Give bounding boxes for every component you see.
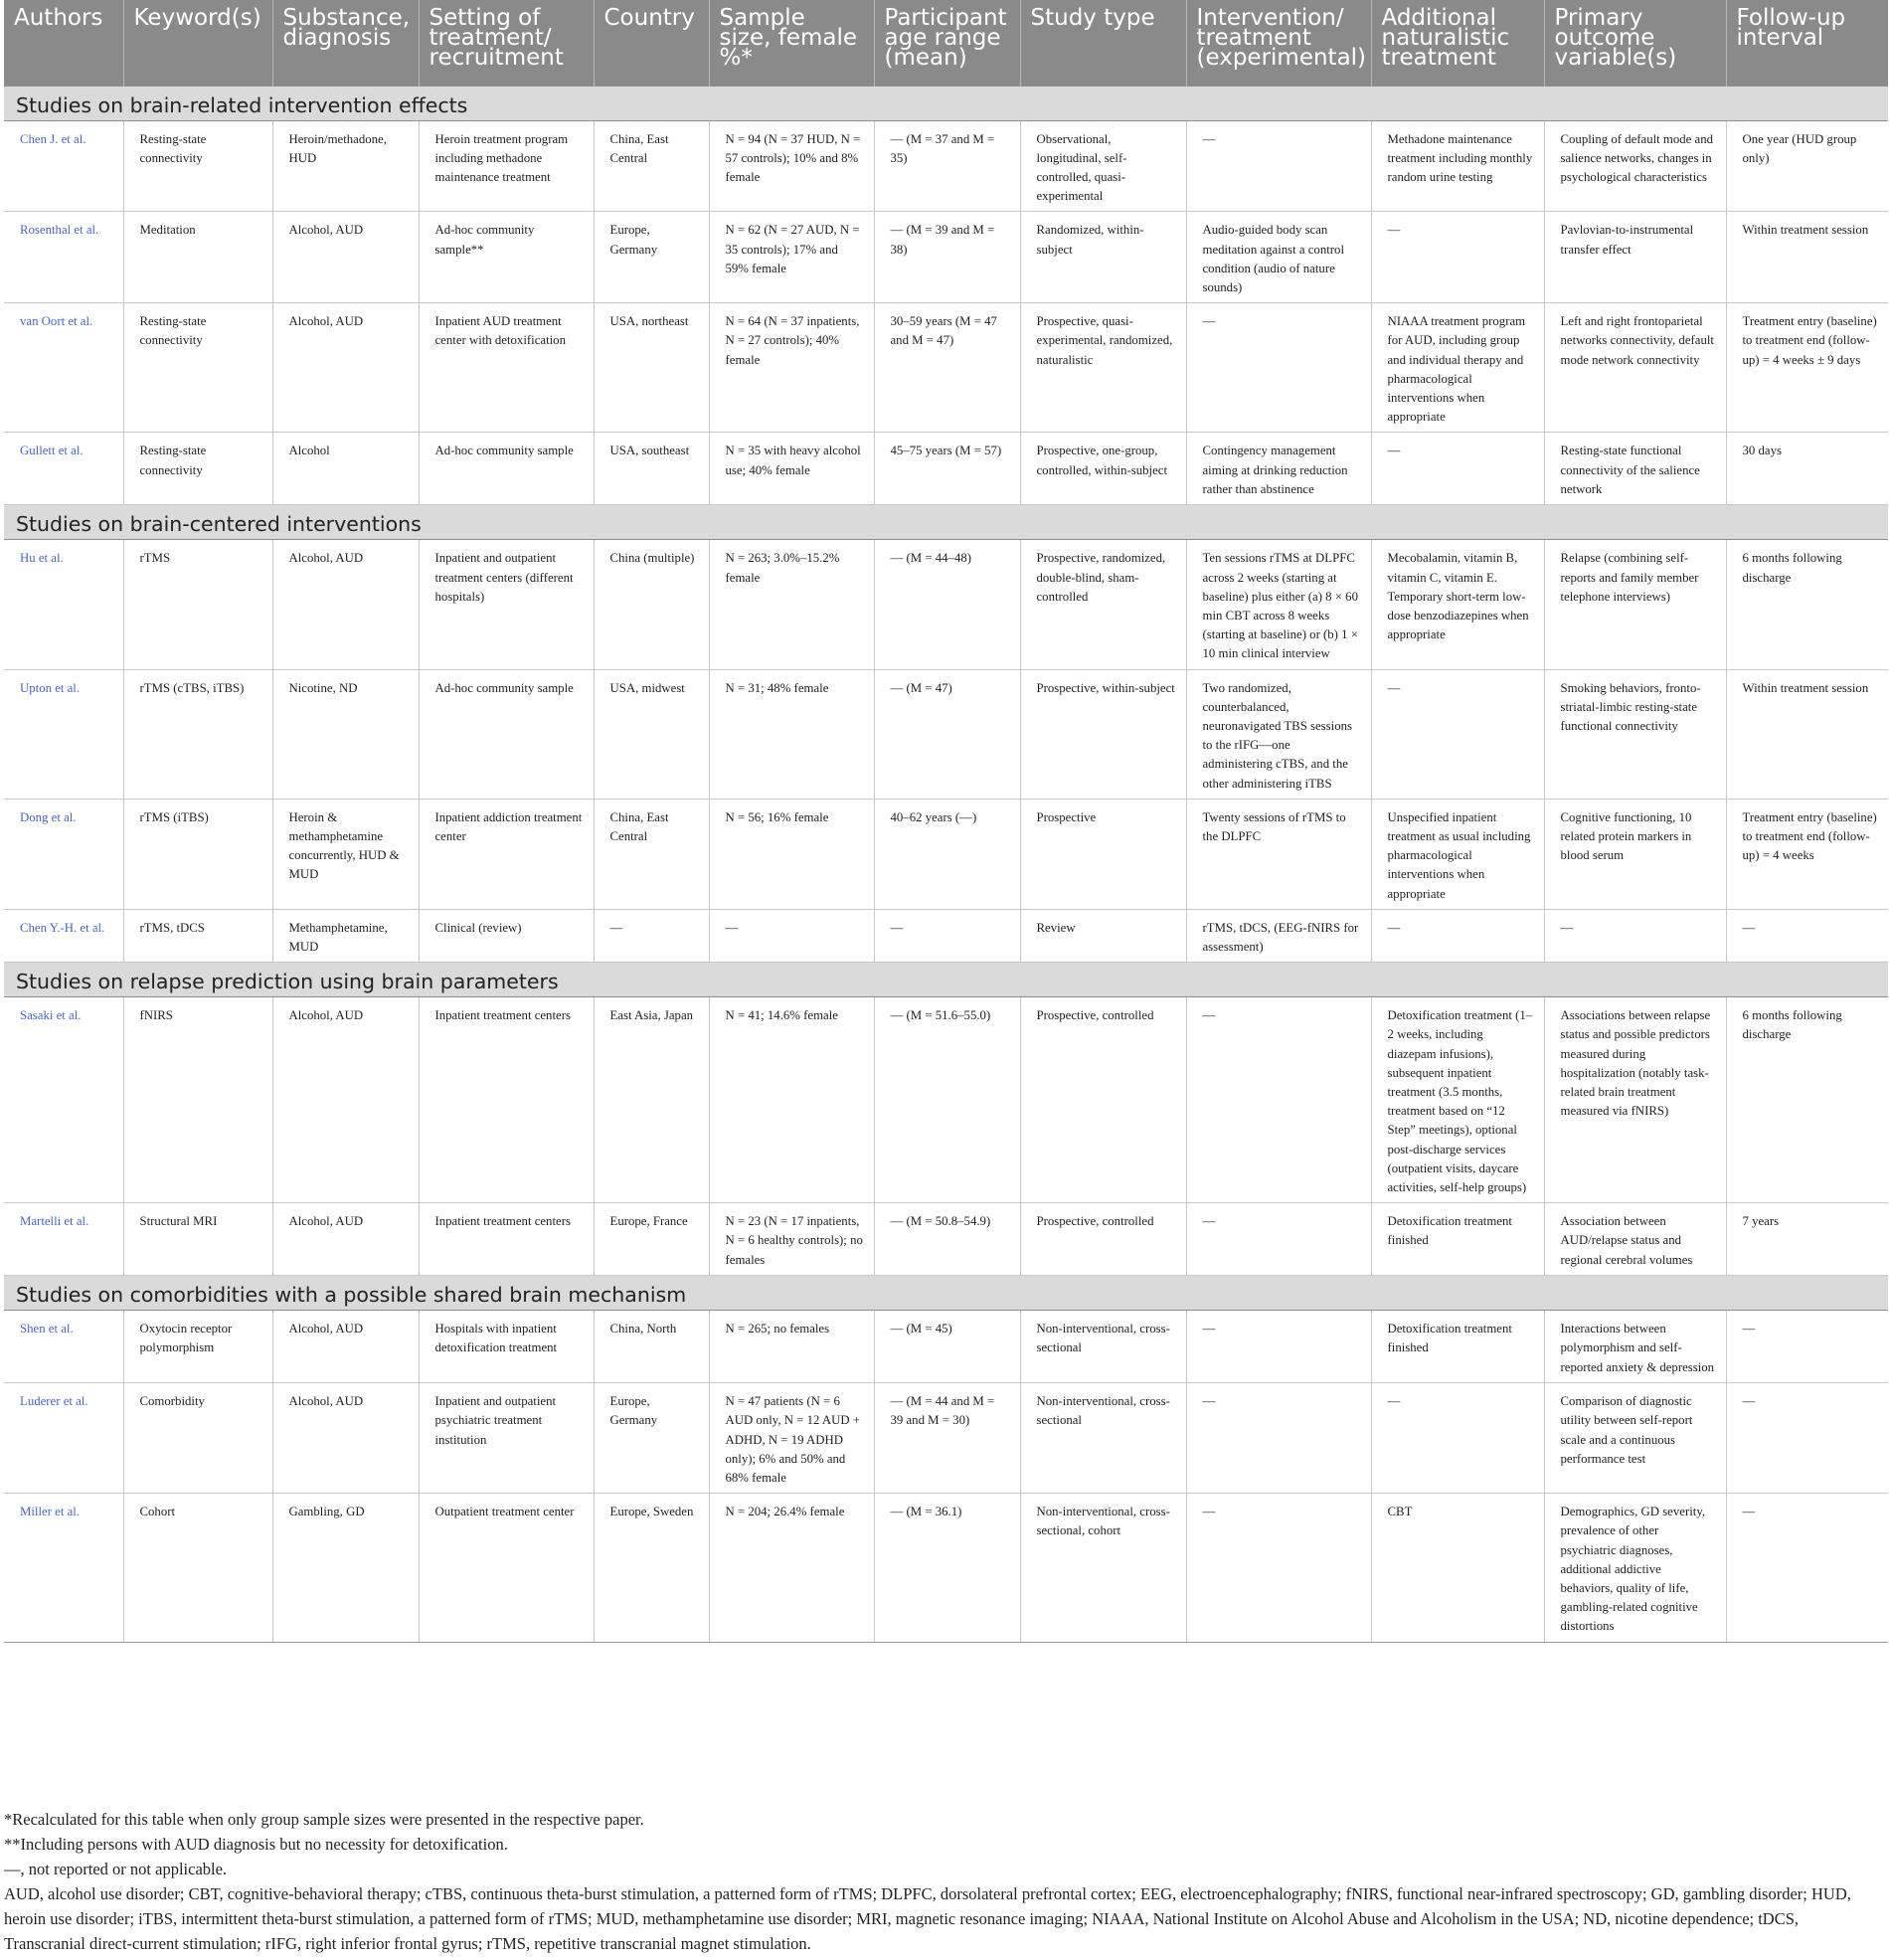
cell-authors[interactable]: Sasaki et al.: [4, 997, 123, 1203]
cell-substance: Alcohol, AUD: [272, 1383, 419, 1494]
cell-naturalistic-treatment: NIAAA treatment program for AUD, including group and individual therapy and pharmacological interventions when appropriate: [1371, 303, 1544, 433]
cell-keywords: Meditation: [123, 212, 272, 303]
cell-substance: Alcohol, AUD: [272, 212, 419, 303]
cell-country: Europe, Sweden: [594, 1494, 709, 1642]
cell-country: Europe, Germany: [594, 212, 709, 303]
table-row: [4, 212, 1888, 303]
cell-follow-up: 30 days: [1726, 433, 1888, 505]
cell-sample-size: —: [709, 909, 874, 962]
cell-outcome: Pavlovian-to-instrumental transfer effect: [1544, 212, 1726, 303]
cell-follow-up: Within treatment session: [1726, 669, 1888, 799]
cell-keywords: Resting-state connectivity: [123, 433, 272, 505]
cell-naturalistic-treatment: Unspecified inpatient treatment as usual including pharmacological interventions when appropriate: [1371, 799, 1544, 909]
cell-sample-size: N = 56; 16% female: [709, 799, 874, 909]
col-header-country: Country: [594, 0, 709, 86]
cell-naturalistic-treatment: —: [1371, 212, 1544, 303]
cell-setting: Inpatient treatment centers: [419, 1203, 594, 1276]
cell-country: USA, southeast: [594, 433, 709, 505]
cell-study-type: Non-interventional, cross-sectional: [1020, 1383, 1186, 1494]
cell-country: USA, midwest: [594, 669, 709, 799]
cell-setting: Ad-hoc community sample: [419, 669, 594, 799]
col-header-authors: Authors: [4, 0, 123, 86]
cell-intervention: rTMS, tDCS, (EEG-fNIRS for assessment): [1186, 909, 1371, 962]
cell-country: China (multiple): [594, 540, 709, 669]
cell-age-range: — (M = 45): [874, 1311, 1020, 1383]
cell-intervention: —: [1186, 1494, 1371, 1642]
cell-study-type: Prospective, controlled: [1020, 997, 1186, 1203]
cell-sample-size: N = 265; no females: [709, 1311, 874, 1383]
cell-age-range: — (M = 36.1): [874, 1494, 1020, 1642]
col-header-sample-size: Sample size, female %*: [709, 0, 874, 86]
cell-substance: Alcohol, AUD: [272, 1311, 419, 1383]
cell-age-range: — (M = 51.6–55.0): [874, 997, 1020, 1203]
cell-follow-up: 7 years: [1726, 1203, 1888, 1276]
cell-country: China, East Central: [594, 799, 709, 909]
cell-setting: Inpatient AUD treatment center with detoxification: [419, 303, 594, 433]
table-row: [4, 909, 1888, 962]
footnote-recalculated: *Recalculated for this table when only group sample sizes were presented in the respective paper.: [4, 1810, 644, 1829]
cell-authors[interactable]: Upton et al.: [4, 669, 123, 799]
cell-outcome: Association between AUD/relapse status and regional cerebral volumes: [1544, 1203, 1726, 1276]
cell-age-range: — (M = 44 and M = 39 and M = 30): [874, 1383, 1020, 1494]
section-title: Studies on comorbidities with a possible shared brain mechanism: [4, 1276, 1888, 1311]
cell-setting: Inpatient and outpatient treatment centers (different hospitals): [419, 540, 594, 669]
cell-authors[interactable]: Luderer et al.: [4, 1383, 123, 1494]
cell-authors[interactable]: Rosenthal et al.: [4, 212, 123, 303]
cell-age-range: 45–75 years (M = 57): [874, 433, 1020, 505]
table-row: [4, 1494, 1888, 1642]
cell-study-type: Non-interventional, cross-sectional: [1020, 1311, 1186, 1383]
cell-naturalistic-treatment: —: [1371, 433, 1544, 505]
cell-sample-size: N = 47 patients (N = 6 AUD only, N = 12 AUD + ADHD, N = 19 ADHD only); 6% and 50% and 68% female: [709, 1383, 874, 1494]
section-title: Studies on brain-centered interventions: [4, 505, 1888, 540]
cell-intervention: Audio-guided body scan meditation against a control condition (audio of nature sounds): [1186, 212, 1371, 303]
cell-substance: Alcohol, AUD: [272, 1203, 419, 1276]
cell-sample-size: N = 35 with heavy alcohol use; 40% female: [709, 433, 874, 505]
col-header-substance: Substance, diagnosis: [272, 0, 419, 86]
cell-study-type: Observational, longitudinal, self-controlled, quasi-experimental: [1020, 120, 1186, 212]
cell-intervention: Two randomized, counterbalanced, neuronavigated TBS sessions to the rIFG—one administering cTBS, and the other administering iTBS: [1186, 669, 1371, 799]
cell-naturalistic-treatment: —: [1371, 669, 1544, 799]
table-row: [4, 303, 1888, 433]
section-row-comorbidities: [4, 1276, 1888, 1311]
cell-naturalistic-treatment: —: [1371, 909, 1544, 962]
cell-naturalistic-treatment: Mecobalamin, vitamin B, vitamin C, vitamin E. Temporary short-term low-dose benzodiazepines when appropriate: [1371, 540, 1544, 669]
cell-age-range: — (M = 47): [874, 669, 1020, 799]
cell-substance: Gambling, GD: [272, 1494, 419, 1642]
cell-substance: Nicotine, ND: [272, 669, 419, 799]
cell-age-range: — (M = 39 and M = 38): [874, 212, 1020, 303]
cell-country: —: [594, 909, 709, 962]
cell-follow-up: 6 months following discharge: [1726, 540, 1888, 669]
cell-follow-up: —: [1726, 909, 1888, 962]
cell-study-type: Randomized, within-subject: [1020, 212, 1186, 303]
cell-authors[interactable]: Hu et al.: [4, 540, 123, 669]
cell-age-range: —: [874, 909, 1020, 962]
cell-authors[interactable]: Dong et al.: [4, 799, 123, 909]
cell-sample-size: N = 31; 48% female: [709, 669, 874, 799]
cell-authors[interactable]: van Oort et al.: [4, 303, 123, 433]
col-header-study-type: Study type: [1020, 0, 1186, 86]
cell-intervention: Ten sessions rTMS at DLPFC across 2 weeks (starting at baseline) plus either (a) 8 × 60 min CBT across 8 weeks (starting at baseline) or (b) 1 × 10 min clinical interview: [1186, 540, 1371, 669]
cell-country: China, East Central: [594, 120, 709, 212]
cell-intervention: —: [1186, 303, 1371, 433]
cell-intervention: Twenty sessions of rTMS to the DLPFC: [1186, 799, 1371, 909]
col-header-intervention: Intervention/ treatment (experimental): [1186, 0, 1371, 86]
cell-follow-up: Treatment entry (baseline) to treatment end (follow-up) = 4 weeks: [1726, 799, 1888, 909]
table-row: [4, 799, 1888, 909]
cell-sample-size: N = 64 (N = 37 inpatients, N = 27 controls); 40% female: [709, 303, 874, 433]
cell-setting: Hospitals with inpatient detoxification treatment: [419, 1311, 594, 1383]
cell-intervention: —: [1186, 1311, 1371, 1383]
cell-sample-size: N = 62 (N = 27 AUD, N = 35 controls); 17% and 59% female: [709, 212, 874, 303]
cell-outcome: Associations between relapse status and possible predictors measured during hospitalization (notably task-related brain treatment measured via fNIRS): [1544, 997, 1726, 1203]
cell-substance: Alcohol: [272, 433, 419, 505]
col-header-keywords: Keyword(s): [123, 0, 272, 86]
cell-study-type: Review: [1020, 909, 1186, 962]
section-row-relapse-prediction: [4, 963, 1888, 997]
cell-keywords: fNIRS: [123, 997, 272, 1203]
col-header-outcome: Primary outcome variable(s): [1544, 0, 1726, 86]
table-row: [4, 120, 1888, 212]
cell-keywords: Cohort: [123, 1494, 272, 1642]
cell-age-range: 30–59 years (M = 47 and M = 47): [874, 303, 1020, 433]
cell-keywords: Oxytocin receptor polymorphism: [123, 1311, 272, 1383]
table-header-row: [4, 0, 1888, 86]
cell-substance: Methamphetamine, MUD: [272, 909, 419, 962]
cell-age-range: — (M = 50.8–54.9): [874, 1203, 1020, 1276]
cell-outcome: Smoking behaviors, fronto-striatal-limbic resting-state functional connectivity: [1544, 669, 1726, 799]
cell-outcome: Relapse (combining self-reports and family member telephone interviews): [1544, 540, 1726, 669]
col-header-setting: Setting of treatment/ recruitment: [419, 0, 594, 86]
cell-follow-up: —: [1726, 1494, 1888, 1642]
cell-follow-up: Treatment entry (baseline) to treatment end (follow-up) = 4 weeks ± 9 days: [1726, 303, 1888, 433]
cell-follow-up: Within treatment session: [1726, 212, 1888, 303]
cell-sample-size: N = 41; 14.6% female: [709, 997, 874, 1203]
cell-keywords: Resting-state connectivity: [123, 303, 272, 433]
studies-table: [4, 0, 1888, 1643]
section-title: Studies on brain-related intervention effects: [4, 86, 1888, 120]
cell-intervention: —: [1186, 1383, 1371, 1494]
cell-sample-size: N = 23 (N = 17 inpatients, N = 6 healthy controls); no females: [709, 1203, 874, 1276]
cell-authors[interactable]: Gullett et al.: [4, 433, 123, 505]
cell-intervention: —: [1186, 120, 1371, 212]
footnote-detoxification: **Including persons with AUD diagnosis but no necessity for detoxification.: [4, 1835, 508, 1854]
cell-study-type: Prospective, quasi-experimental, randomized, naturalistic: [1020, 303, 1186, 433]
cell-sample-size: N = 94 (N = 37 HUD, N = 57 controls); 10% and 8% female: [709, 120, 874, 212]
cell-intervention: —: [1186, 1203, 1371, 1276]
cell-age-range: — (M = 44–48): [874, 540, 1020, 669]
cell-outcome: Demographics, GD severity, prevalence of other psychiatric diagnoses, additional addictive behaviors, quality of life, gambling-related cognitive distortions: [1544, 1494, 1726, 1642]
cell-intervention: Contingency management aiming at drinking reduction rather than abstinence: [1186, 433, 1371, 505]
cell-naturalistic-treatment: —: [1371, 1383, 1544, 1494]
cell-setting: Inpatient addiction treatment center: [419, 799, 594, 909]
cell-substance: Alcohol, AUD: [272, 540, 419, 669]
cell-setting: Inpatient treatment centers: [419, 997, 594, 1203]
cell-country: USA, northeast: [594, 303, 709, 433]
cell-follow-up: 6 months following discharge: [1726, 997, 1888, 1203]
table-footnotes: [4, 1807, 1883, 1956]
cell-setting: Outpatient treatment center: [419, 1494, 594, 1642]
col-header-naturalistic-treatment: Additional naturalistic treatment: [1371, 0, 1544, 86]
table-row: [4, 1311, 1888, 1383]
cell-substance: Alcohol, AUD: [272, 997, 419, 1203]
cell-keywords: rTMS (iTBS): [123, 799, 272, 909]
cell-outcome: Cognitive functioning, 10 related protein markers in blood serum: [1544, 799, 1726, 909]
cell-keywords: Comorbidity: [123, 1383, 272, 1494]
col-header-age-range: Participant age range (mean): [874, 0, 1020, 86]
table-row: [4, 1383, 1888, 1494]
cell-outcome: Comparison of diagnostic utility between self-report scale and a continuous performance test: [1544, 1383, 1726, 1494]
cell-authors[interactable]: Miller et al.: [4, 1494, 123, 1642]
cell-study-type: Non-interventional, cross-sectional, cohort: [1020, 1494, 1186, 1642]
cell-study-type: Prospective, controlled: [1020, 1203, 1186, 1276]
cell-outcome: Interactions between polymorphism and self-reported anxiety & depression: [1544, 1311, 1726, 1383]
cell-substance: Alcohol, AUD: [272, 303, 419, 433]
cell-country: Europe, France: [594, 1203, 709, 1276]
cell-authors[interactable]: Chen J. et al.: [4, 120, 123, 212]
cell-keywords: Structural MRI: [123, 1203, 272, 1276]
cell-intervention: —: [1186, 997, 1371, 1203]
cell-setting: Ad-hoc community sample**: [419, 212, 594, 303]
cell-sample-size: N = 204; 26.4% female: [709, 1494, 874, 1642]
section-row-brain-related-intervention-effects: [4, 86, 1888, 120]
cell-substance: Heroin/methadone, HUD: [272, 120, 419, 212]
cell-naturalistic-treatment: Detoxification treatment (1–2 weeks, including diazepam infusions), subsequent inpatient treatment (3.5 months, treatment based on “12 Step” meetings), optional post-discharge services (outpatient visits, daycare activities, self-help groups): [1371, 997, 1544, 1203]
cell-age-range: 40–62 years (—): [874, 799, 1020, 909]
footnote-abbreviations: AUD, alcohol use disorder; CBT, cognitive-behavioral therapy; cTBS, continuous theta-burst stimulation, a patterned form of rTMS; DLPFC, dorsolateral prefrontal cortex; EEG, electroencephalography; fNIRS, functional near-infrared spectroscopy; GD, gambling disorder; HUD, heroin use disorder; iTBS, intermittent theta-burst stimulation, a patterned form of rTMS; MUD, methamphetamine use disorder; MRI, magnetic resonance imaging; NIAAA, National Institute on Alcohol Abuse and Alcoholism in the USA; ND, nicotine dependence; tDCS, Transcranial direct-current stimulation; rIFG, right inferior frontal gyrus; rTMS, repetitive transcranial magnet stimulation.: [4, 1884, 1851, 1953]
cell-outcome: Coupling of default mode and salience networks, changes in psychological characteristics: [1544, 120, 1726, 212]
table-row: [4, 1203, 1888, 1276]
cell-keywords: Resting-state connectivity: [123, 120, 272, 212]
cell-setting: Clinical (review): [419, 909, 594, 962]
section-row-brain-centered-interventions: [4, 505, 1888, 540]
table-body: [4, 86, 1888, 1642]
cell-follow-up: —: [1726, 1311, 1888, 1383]
cell-study-type: Prospective: [1020, 799, 1186, 909]
table-row: [4, 997, 1888, 1203]
cell-country: East Asia, Japan: [594, 997, 709, 1203]
cell-setting: Ad-hoc community sample: [419, 433, 594, 505]
footnote-dash: —, not reported or not applicable.: [4, 1860, 228, 1878]
cell-outcome: —: [1544, 909, 1726, 962]
cell-setting: Inpatient and outpatient psychiatric treatment institution: [419, 1383, 594, 1494]
table-row: [4, 433, 1888, 505]
cell-study-type: Prospective, within-subject: [1020, 669, 1186, 799]
cell-naturalistic-treatment: Methadone maintenance treatment including monthly random urine testing: [1371, 120, 1544, 212]
cell-country: China, North: [594, 1311, 709, 1383]
cell-naturalistic-treatment: Detoxification treatment finished: [1371, 1311, 1544, 1383]
cell-naturalistic-treatment: CBT: [1371, 1494, 1544, 1642]
cell-outcome: Left and right frontoparietal networks connectivity, default mode network connectivity: [1544, 303, 1726, 433]
table-row: [4, 669, 1888, 799]
col-header-follow-up: Follow-up interval: [1726, 0, 1888, 86]
section-title: Studies on relapse prediction using brain parameters: [4, 963, 1888, 997]
cell-study-type: Prospective, one-group, controlled, within-subject: [1020, 433, 1186, 505]
cell-keywords: rTMS (cTBS, iTBS): [123, 669, 272, 799]
cell-authors[interactable]: Shen et al.: [4, 1311, 123, 1383]
cell-authors[interactable]: Chen Y.-H. et al.: [4, 909, 123, 962]
cell-setting: Heroin treatment program including methadone maintenance treatment: [419, 120, 594, 212]
cell-follow-up: One year (HUD group only): [1726, 120, 1888, 212]
cell-naturalistic-treatment: Detoxification treatment finished: [1371, 1203, 1544, 1276]
cell-keywords: rTMS, tDCS: [123, 909, 272, 962]
cell-study-type: Prospective, randomized, double-blind, sham-controlled: [1020, 540, 1186, 669]
cell-age-range: — (M = 37 and M = 35): [874, 120, 1020, 212]
cell-keywords: rTMS: [123, 540, 272, 669]
cell-country: Europe, Germany: [594, 1383, 709, 1494]
cell-authors[interactable]: Martelli et al.: [4, 1203, 123, 1276]
table-row: [4, 540, 1888, 669]
cell-sample-size: N = 263; 3.0%–15.2% female: [709, 540, 874, 669]
cell-substance: Heroin & methamphetamine concurrently, HUD & MUD: [272, 799, 419, 909]
cell-follow-up: —: [1726, 1383, 1888, 1494]
cell-outcome: Resting-state functional connectivity of the salience network: [1544, 433, 1726, 505]
